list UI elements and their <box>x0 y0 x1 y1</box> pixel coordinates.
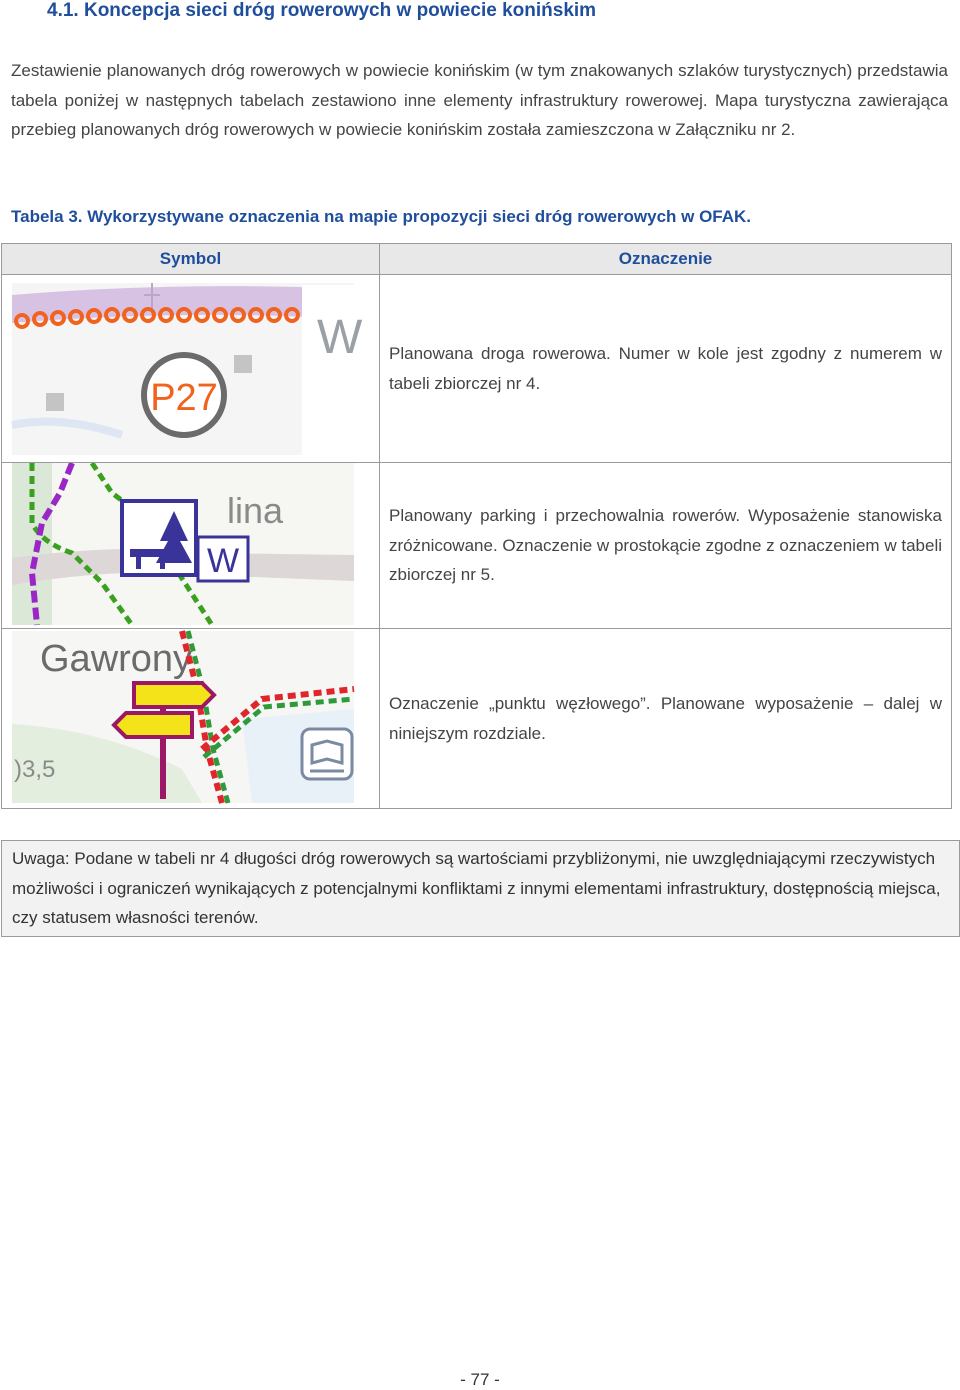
svg-text:P27: P27 <box>150 377 218 419</box>
note-box: Uwaga: Podane w tabeli nr 4 długości dróg rowerowych są wartościami przybliżonymi, nie uwzględniającymi rzeczywistych możliwości i ograniczeń wynikających z potencjalnymi konfliktami z innymi elementami infrastruktury, dostępnością miejsca, czy statusem własności terenów. <box>1 840 960 937</box>
table-row <box>2 463 952 629</box>
section-heading: 4.1. Koncepcja sieci dróg rowerowych w powiecie konińskim <box>47 0 597 21</box>
table-row <box>2 629 952 809</box>
svg-text:Gawrony: Gawrony <box>40 638 193 680</box>
symbol-cell <box>2 463 380 629</box>
bike-parking-map-icon <box>2 463 378 628</box>
svg-text:W: W <box>317 311 363 364</box>
legend-table <box>1 243 952 809</box>
table-header-row <box>2 244 952 275</box>
table-row <box>2 275 952 463</box>
page-number: - 77 - <box>460 1370 500 1389</box>
header-description: Oznaczenie <box>380 244 952 275</box>
description-cell: Planowany parking i przechowalnia rowerów. Wyposażenie stanowiska zróżnicowane. Oznaczenie w prostokącie zgodne z oznaczeniem w tabeli zbiorczej nr 5. <box>380 463 952 629</box>
symbol-cell <box>2 629 380 809</box>
intro-paragraph: Zestawienie planowanych dróg rowerowych w powiecie konińskim (w tym znakowanych szlaków turystycznych) przedstawia tabela poniżej w następnych tabelach zestawiono inne elementy infrastruktury rowerowej. Mapa turystyczna zawierająca przebieg planowanych dróg rowerowych w powiecie konińskim została zamieszczona w Załączniku nr 2. <box>11 61 948 140</box>
svg-text:lina: lina <box>227 490 284 531</box>
table-caption: Tabela 3. Wykorzystywane oznaczenia na mapie propozycji sieci dróg rowerowych w OFAK. <box>11 207 752 226</box>
symbol-cell <box>2 275 380 463</box>
svg-text:W: W <box>206 542 240 580</box>
header-symbol: Symbol <box>2 244 380 275</box>
description-cell: Planowana droga rowerowa. Numer w kole jest zgodny z numerem w tabeli zbiorczej nr 4. <box>380 275 952 463</box>
svg-text:)3,5: )3,5 <box>14 756 56 783</box>
junction-point-map-icon <box>2 629 378 808</box>
description-cell: Oznaczenie „punktu węzłowego”. Planowane wyposażenie – dalej w niniejszym rozdziale. <box>380 629 952 809</box>
planned-bike-road-map-icon <box>2 275 378 462</box>
